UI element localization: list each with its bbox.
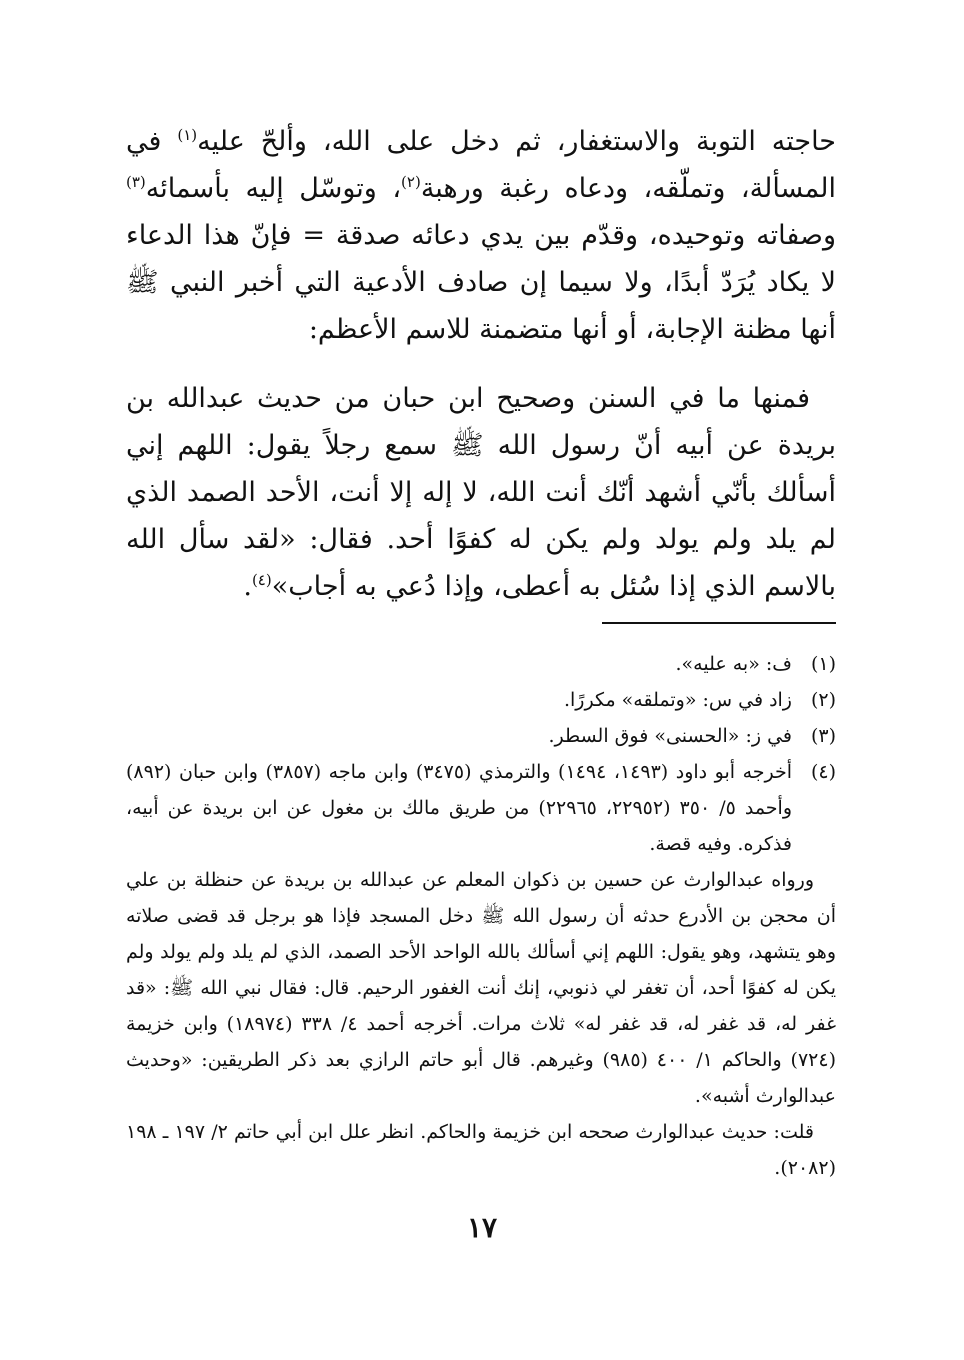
main-text	[126, 118, 836, 610]
footnote-4-paragraph-3: قلت: حديث عبدالوارث صححه ابن خزيمة والحاكم. انظر علل ابن أبي حاتم ٢/ ١٩٧ ـ ١٩٨ (٢٠٨٢).	[126, 1121, 836, 1179]
paragraph-2-part-b: .	[243, 571, 252, 602]
footnote-ref-4[interactable]: (٤)	[251, 571, 272, 589]
page-number: ١٧	[466, 1211, 498, 1244]
footnote-text: زاد في س: «وتملقه» مكررًا.	[563, 689, 792, 711]
footnote-text: أخرجه أبو داود (١٤٩٣، ١٤٩٤) والترمذي (٣٤٧٥) وابن ماجه (٣٨٥٧) وابن حبان (٨٩٢) وأحمد ٥/ ٣٥٠ (٢٢٩٥٢، ٢٢٩٦٥) من طريق مالك بن مغول عن ابن بريدة عن أبيه، فذكره. وفيه قصة.	[126, 761, 793, 855]
footnote-ref-3[interactable]: (٣)	[126, 173, 146, 191]
footnote-4-paragraph-2: ورواه عبدالوارث عن حسين بن ذكوان المعلم عن عبدالله بن بريدة عن حنظلة بن علي أن محجن بن الأدرع حدثه أن رسول الله ﷺ دخل المسجد فإذا هو برجل قد قضى صلاته وهو يتشهد، وهو يقول: اللهم إني أسألك بالله الواحد الأحد الصمد، الذي لم يلد ولم يولد ولم يكن له كفوًا أحد، أن تغفر لي ذنوبي، إنك أنت الغفور الرحيم. قال: فقال نبي الله ﷺ: «قد غفر له، قد غفر له، قد غفر له» ثلاث مرات. أخرجه أحمد ٤/ ٣٣٨ (١٨٩٧٤) وابن خزيمة (٧٢٤) والحاكم ١/ ٤٠٠ (٩٨٥) وغيرهم. قال أبو حاتم الرازي بعد ذكر الطريقين: «وحديث عبدالوارث أشبه».	[126, 869, 837, 1107]
paragraph-2-part-a: فمنها ما في السنن وصحيح ابن حبان من حديث عبدالله بن بريدة عن أبيه أنّ رسول الله ﷺ سمع رجلاً يقول: اللهم إني أسألك بأنّي أشهد أنّك أنت الله، لا إله إلا أنت، الأحد الصمد الذي لم يلد ولم يولد ولم يكن له كفوًا أحد. فقال: «لقد سأل الله بالاسم الذي إذا سُئل به أعطى، وإذا دُعي به أجاب»	[126, 383, 836, 602]
paragraph-2	[126, 375, 836, 610]
footnote-2	[126, 682, 836, 718]
footnote-number: (٣)	[810, 725, 836, 747]
paragraph-1-part-c: ، وتوسّل إليه بأسمائه	[145, 173, 402, 204]
footnote-number: (٢)	[810, 689, 836, 711]
footnote-ref-2[interactable]: (٢)	[401, 173, 421, 191]
footnote-4	[126, 754, 836, 862]
paragraph-1	[126, 118, 836, 353]
footnote-ref-1[interactable]: (١)	[177, 126, 198, 144]
footnote-number: (٤)	[810, 761, 836, 783]
footnotes	[126, 646, 836, 1186]
footnote-number: (١)	[810, 653, 836, 675]
footnote-3	[126, 718, 836, 754]
footnote-1	[126, 646, 836, 682]
footnote-text: في ز: «الحسنى» فوق السطر.	[548, 725, 792, 747]
footnote-text: ف: «به عليه».	[675, 653, 792, 675]
paragraph-1-part-a: حاجته التوبة والاستغفار، ثم دخل على الله، وألحّ عليه	[197, 126, 837, 157]
paragraph-1-part-b: في المسألة، وتملّقه، ودعاه رغبة ورهبة	[126, 126, 836, 204]
footnote-separator	[602, 622, 836, 624]
paragraph-1-part-d: وصفاته وتوحيده، وقدّم بين يدي دعائه صدقة = فإنّ هذا الدعاء لا يكاد يُرَدّ أبدًا، ولا سيما إن صادف الأدعية التي أخبر النبي ﷺ أنها مظنة الإجابة، أو أنها متضمنة للاسم الأعظم:	[126, 220, 836, 345]
